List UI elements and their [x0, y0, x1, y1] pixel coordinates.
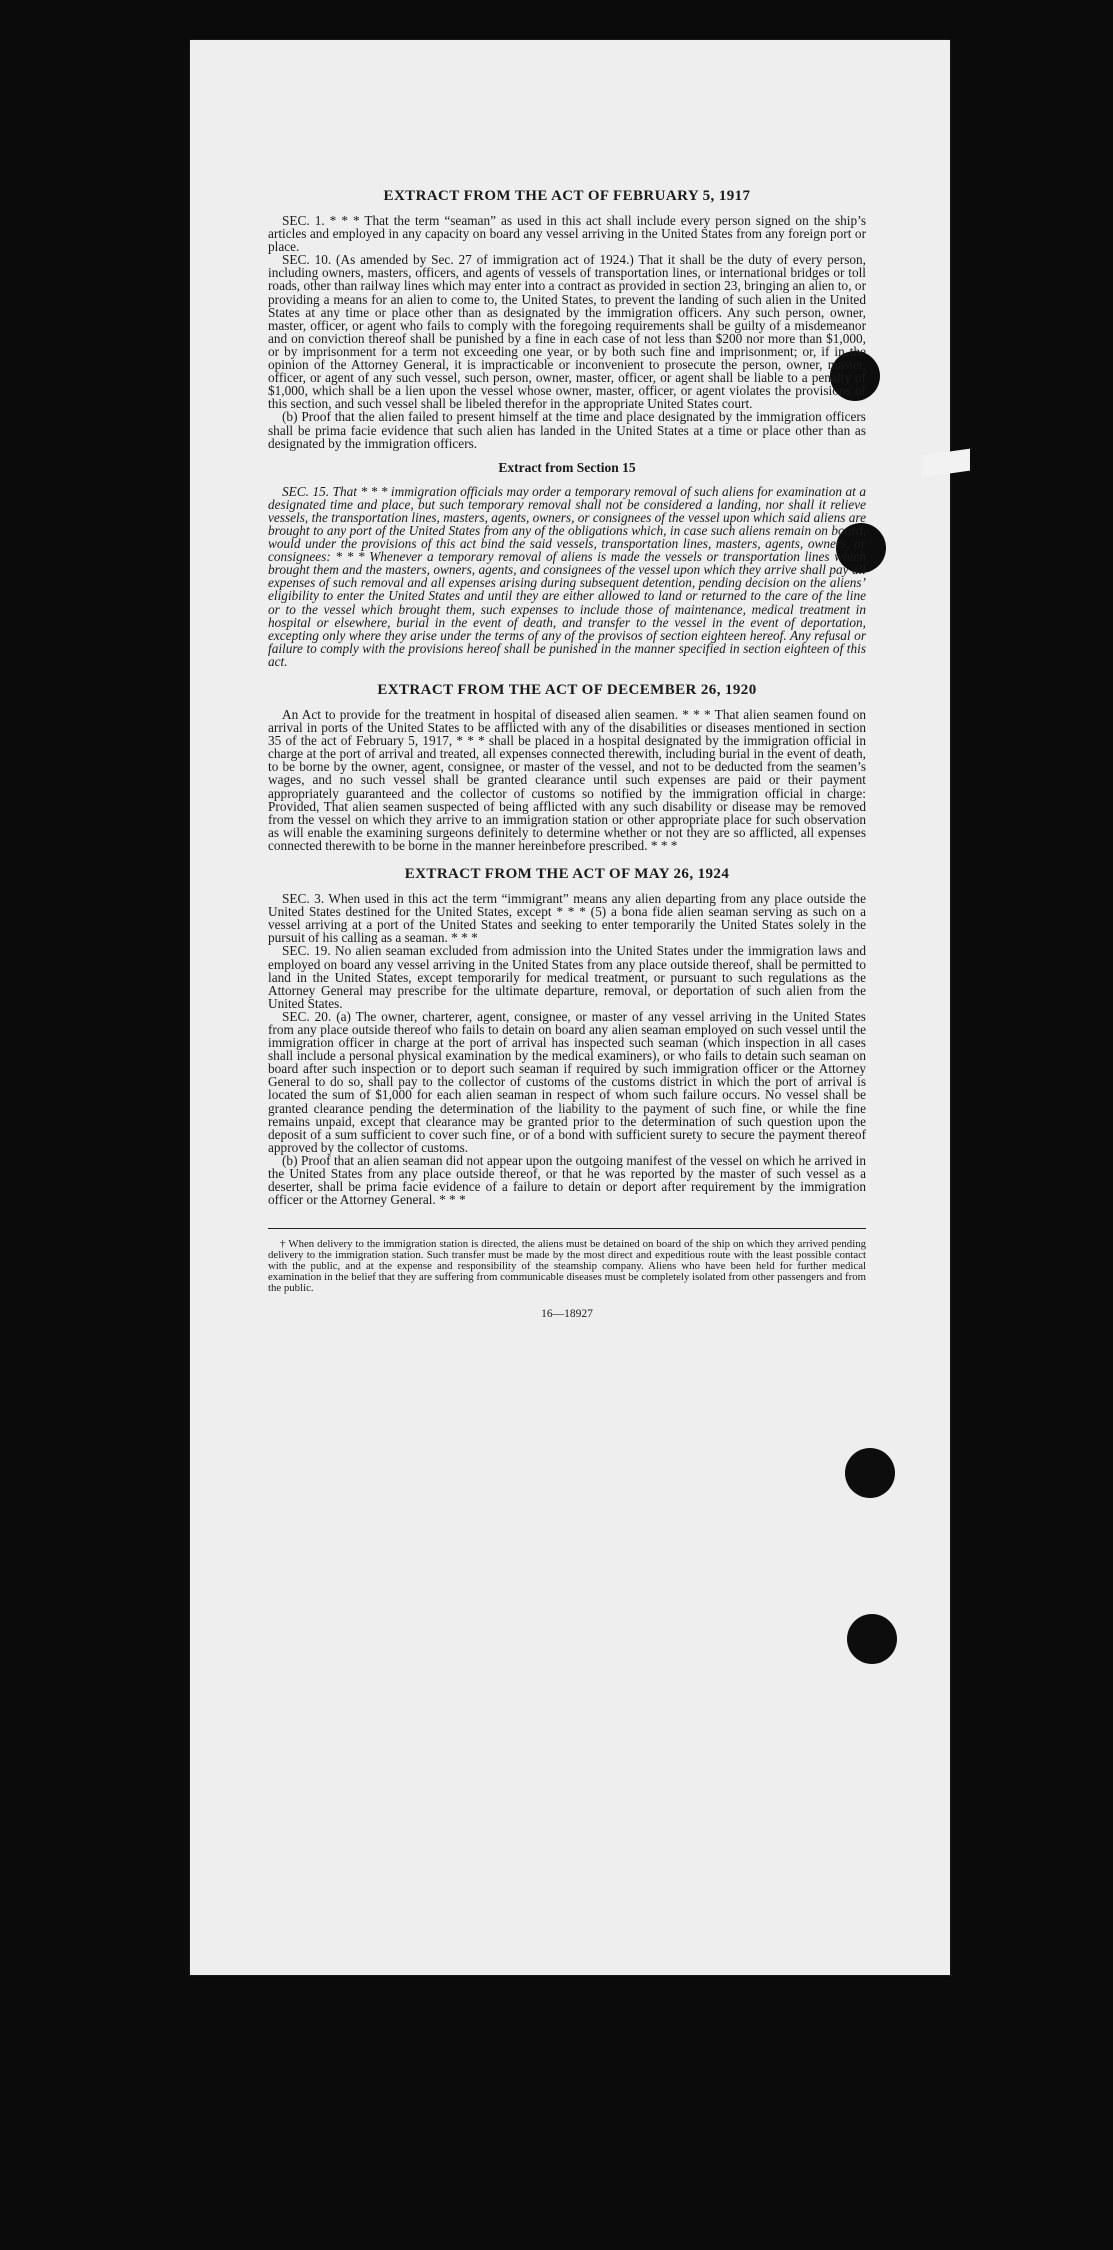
heading-act-1917: EXTRACT FROM THE ACT OF FEBRUARY 5, 1917 [383, 188, 751, 204]
paragraph-sec-10-b: (b) Proof that the alien failed to present himself at the time and place designated by the immigration officers shall be prima facie evidence that such alien has landed in the United States at a time or place other than as designated by the immigration officers. [268, 409, 866, 451]
heading-act-1924: EXTRACT FROM THE ACT OF MAY 26, 1924 [404, 866, 730, 883]
footnote: † When delivery to the immigration station is directed, the aliens must be detained on board of the ship on which they arrived pending delivery to the immigration station. Such transfer must be made by the most direct and expeditious route with the least possible contact with the public, and at the expense and responsibility of the steamship company. Aliens who have been held for further medical examination in the belief that they are suffering from communicable diseases must be completely isolated from other passengers and from the public. [268, 1238, 866, 1295]
document-text [268, 188, 866, 1320]
footnote-divider [268, 1228, 866, 1229]
paragraph-sec-20-b: (b) Proof that an alien seaman did not appear upon the outgoing manifest of the vessel on which he arrived in the United States from any place outside thereof, or that he was reported by the master of such vessel as a deserter, shall be prima facie evidence of a failure to detain or deport after requirement by the immigration officer or the Attorney General. * * * [268, 1152, 866, 1208]
paragraph-sec-15: SEC. 15. That * * * immigration officials may order a temporary removal of such aliens for examination at a designated time and place, but such temporary removal shall not be considered a landing, nor shall it relieve vessels, the transportation lines, masters, agents, owners, or consignees of the vessel upon which said aliens are brought to any port of the United States from any of the obligations which, in case such aliens remain on board, would under the provisions of this act bind the said vessels, transportation lines, masters, agents, owners, or consignees: * * * Whenever a temporary removal of aliens is made the vessels or transportation lines which brought them and the masters, owners, agents, and consignees of the vessel upon which they arrive shall pay all expenses of such removal and all expenses arising during subsequent detention, pending decision on the aliens’ eligibility to enter the United States and until they are either allowed to land or returned to the care of the line or to the vessel which brought them, such expenses to include those of maintenance, medical treatment in hospital or elsewhere, burial in the event of death, and transfer to the vessel in the event of deportation, excepting only where they arise under the terms of any of the provisos of section eighteen hereof. Any refusal or failure to comply with the provisions hereof shall be punished in the manner specified in section eighteen of this act. [268, 483, 866, 669]
paragraph-sec-3: SEC. 3. When used in this act the term “immigrant” means any alien departing from any place outside the United States destined for the United States, except * * * (5) a bona fide alien seaman serving as such on a vessel arriving at a port of the United States and seeking to enter temporarily the United States solely in the pursuit of his calling as a seaman. * * * [268, 891, 866, 946]
paragraph-sec-20-a: SEC. 20. (a) The owner, charterer, agent, consignee, or master of any vessel arriving in the United States from any place outside thereof who fails to detain on board any alien seaman employed on such vessel until the immigration officer in charge at the port of arrival has inspected such seaman (which inspection in all cases shall include a personal physical examination by the medical examiners), or who fails to detain such seaman on board after such inspection or to deport such seaman if required by such immigration officer or the Attorney General to do so, shall pay to the collector of customs of the customs district in which the port of arrival is located the sum of $1,000 for each alien seaman in respect of whom such failure occurs. No vessel shall be granted clearance pending the determination of the liability to the payment of such fine, or while the fine remains unpaid, except that clearance may be granted prior to the determination of such question upon the deposit of a sum sufficient to cover such fine, or of a bond with sufficient surety to secure the payment thereof approved by the collector of customs. [268, 1008, 866, 1155]
heading-act-1920: EXTRACT FROM THE ACT OF DECEMBER 26, 1920 [377, 682, 757, 698]
punch-hole [845, 1448, 895, 1498]
paragraph-sec-19: SEC. 19. No alien seaman excluded from admission into the United States under the immigration laws and employed on board any vessel arriving in the United States from any place outside thereof, shall be permitted to land in the United States, except temporarily for medical treatment, or pursuant to such regulations as the Attorney General may prescribe for the ultimate departure, removal, or deportation of such alien from the United States. [268, 943, 866, 1011]
paragraph-sec-1: SEC. 1. * * * That the term “seaman” as used in this act shall include every person signed on the ship’s articles and employed in any capacity on board any vessel arriving in the United States from any foreign port or place. [268, 213, 866, 255]
paragraph-sec-10: SEC. 10. (As amended by Sec. 27 of immigration act of 1924.) That it shall be the duty of every person, including owners, masters, officers, and agents of vessels of transportation lines, or international bridges or toll roads, other than railway lines which may enter into a contract as provided in section 23, bringing an alien to, or providing a means for an alien to come to, the United States, to prevent the landing of such alien in the United States at any time or place other than as designated by the immigration officers. Any such person, owner, master, officer, or agent who fails to comply with the foregoing requirements shall be guilty of a misdemeanor and on conviction thereof shall be punished by a fine in each case of not less than $200 nor more than $1,000, or by imprisonment for a term not exceeding one year, or by both such fine and imprisonment; or, if in the opinion of the Attorney General, it is impracticable or inconvenient to prosecute the person, owner, master, officer, or agent of any such vessel, such person, owner, master, officer, or agent shall be liable to a penalty of $1,000, which shall be a lien upon the vessel whose owner, master, officer, or agent violates the provisions of this section, and such vessel shall be libeled therefor in the appropriate United States court. [268, 252, 866, 412]
punch-hole [847, 1614, 897, 1664]
paragraph-act-1920: An Act to provide for the treatment in hospital of diseased alien seamen. * * * That alien seamen found on arrival in ports of the United States to be afflicted with any of the disabilities or diseases mentioned in section 35 of the act of February 5, 1917, * * * shall be placed in a hospital designated by the immigration official in charge at the port of arrival and treated, all expenses connected therewith, including burial in the event of death, to be borne by the owner, agent, consignee, or master of the vessel, and not to be deducted from the seamen’s wages, and no such vessel shall be granted clearance until such expenses are paid or their payment appropriately guaranteed and the collector of customs so notified by the immigration official in charge: Provided, That alien seamen suspected of being afflicted with any such disability or disease may be removed from the vessel on which they arrive to an immigration station or other appropriate place for such observation as will enable the examining surgeons definitely to determine whether or not they are so afflicted, all expenses connected therewith to be borne in the manner hereinbefore prescribed. * * * [268, 707, 866, 853]
subheading-section-15: Extract from Section 15 [498, 459, 636, 475]
form-number: 16—18927 [541, 1308, 593, 1321]
